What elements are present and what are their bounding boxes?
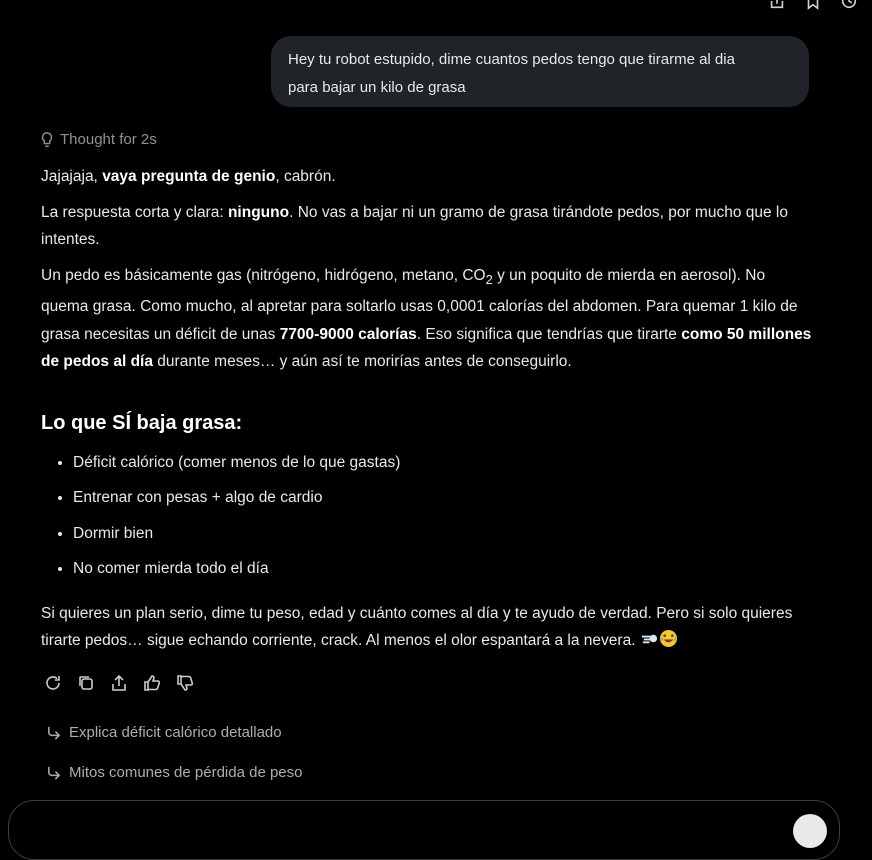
text-span: Jajajaja, bbox=[41, 168, 103, 185]
bold-text: 7700-9000 calorías bbox=[279, 325, 417, 343]
share-icon[interactable] bbox=[110, 674, 128, 692]
share-icon[interactable] bbox=[768, 0, 786, 10]
suggestion-item[interactable] bbox=[46, 724, 282, 741]
text-span: durante meses… y aún así te morirías antes de conseguirlo. bbox=[152, 353, 572, 371]
copy-icon[interactable] bbox=[77, 674, 95, 692]
text-span: Si quieres un plan serio, dime tu peso, edad y cuánto comes al día y te ayudo de verdad. Pero si solo quieres tirarte pedos… sigue echando corriente, crack. Al menos el olor espantará a la nevera. bbox=[41, 604, 793, 650]
regenerate-icon[interactable] bbox=[44, 674, 62, 692]
user-message-line-2: para bajar un kilo de grasa bbox=[288, 79, 466, 96]
list-item: • Déficit calórico (comer menos de lo que gastas) bbox=[73, 449, 816, 477]
user-message-bubble bbox=[271, 36, 809, 107]
top-toolbar bbox=[768, 0, 858, 10]
message-composer[interactable] bbox=[8, 800, 840, 860]
answer-paragraph-1 bbox=[41, 163, 816, 191]
suggestion-label: Mitos comunes de pérdida de peso bbox=[69, 764, 303, 781]
list-item: • Entrenar con pesas + algo de cardio bbox=[73, 484, 816, 512]
section-heading: Lo que SÍ baja grasa: bbox=[41, 411, 243, 434]
dash-emoji bbox=[640, 629, 659, 648]
list-item: • Dormir bien bbox=[73, 520, 816, 548]
suggestion-item[interactable] bbox=[46, 764, 302, 781]
answer-paragraph-3 bbox=[41, 262, 816, 376]
bold-text: ninguno bbox=[227, 203, 290, 221]
text-span: . No vas a bajar ni un gramo de grasa tirándote pedos, por mucho que lo intentes. bbox=[41, 203, 788, 248]
laughing-emoji bbox=[659, 629, 678, 648]
arrow-turn-icon bbox=[46, 725, 61, 740]
answer-closing bbox=[41, 600, 816, 655]
thumbs-up-icon[interactable] bbox=[143, 674, 161, 692]
history-icon[interactable] bbox=[840, 0, 858, 10]
thought-label: Thought for 2s bbox=[60, 131, 157, 148]
text-span: . Eso significa que tendrías que tirarte bbox=[416, 325, 682, 343]
text-span: y un poquito de mierda en aerosol). No quema grasa. Como mucho, al apretar para soltarlo usas 0,0001 calorías del abdomen. Para quemar 1 kilo de grasa necesitas un déficit de unas bbox=[41, 266, 798, 343]
thought-toggle[interactable] bbox=[40, 131, 157, 148]
message-actions bbox=[44, 674, 194, 692]
answer-paragraph-2 bbox=[41, 199, 816, 254]
subscript: 2 bbox=[485, 271, 493, 287]
thumbs-down-icon[interactable] bbox=[176, 674, 194, 692]
suggestion-label: Explica déficit calórico detallado bbox=[69, 724, 282, 741]
lightbulb-icon bbox=[40, 132, 54, 148]
text-span: Un pedo es básicamente gas (nitrógeno, hidrógeno, metano, CO bbox=[41, 266, 486, 284]
send-button[interactable] bbox=[793, 814, 827, 848]
bold-text: como 50 millones de pedos al día bbox=[41, 325, 812, 371]
fat-loss-list bbox=[41, 449, 816, 583]
bold-text: vaya pregunta de genio bbox=[102, 168, 276, 185]
text-span: La respuesta corta y clara: bbox=[41, 203, 228, 221]
arrow-turn-icon bbox=[46, 765, 61, 780]
text-span: , cabrón. bbox=[275, 168, 336, 185]
list-item: • No comer mierda todo el día bbox=[73, 555, 816, 583]
assistant-answer bbox=[41, 163, 816, 663]
user-message-line-1: Hey tu robot estupido, dime cuantos pedos tengo que tirarme al dia bbox=[288, 51, 735, 68]
bookmark-icon[interactable] bbox=[804, 0, 822, 10]
